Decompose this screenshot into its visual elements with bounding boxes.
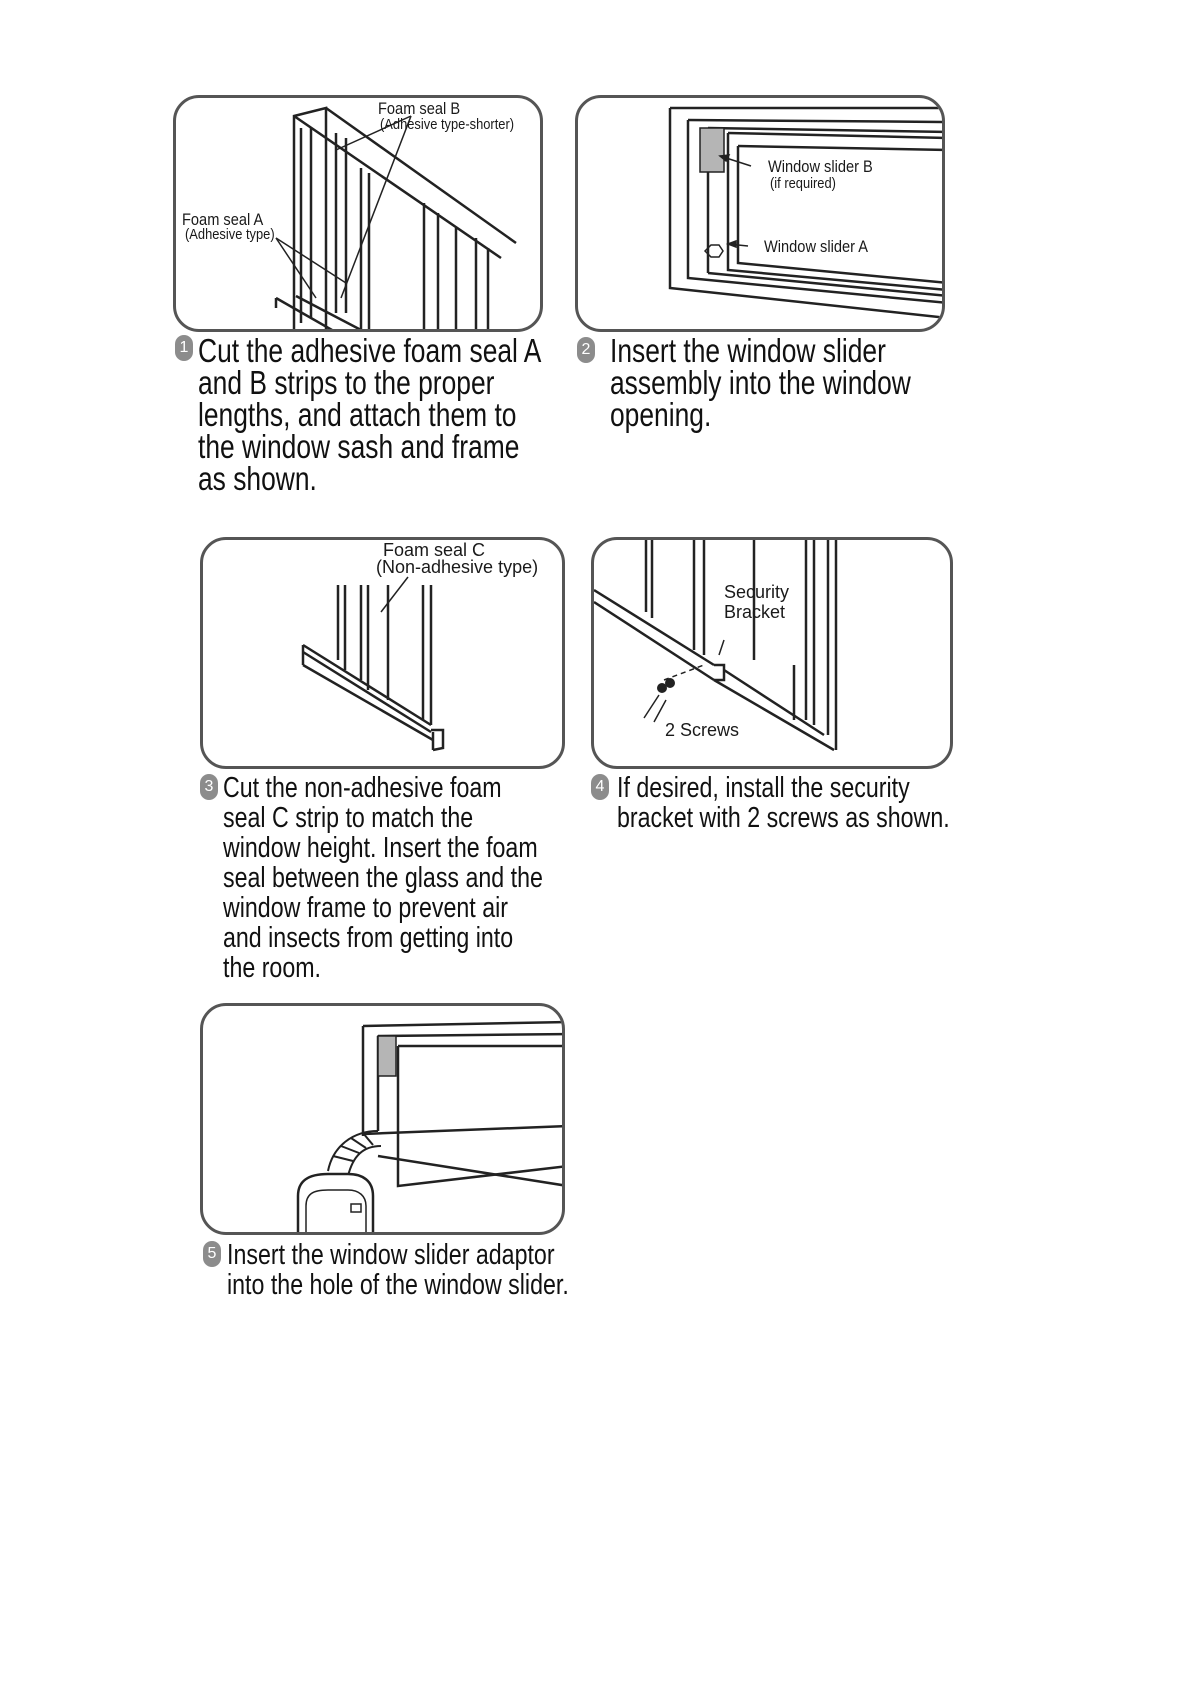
adaptor-unit-drawing: [203, 1006, 565, 1235]
step-5-number: 5: [203, 1241, 221, 1267]
security-bracket-label-2: Bracket: [724, 602, 786, 622]
step-4-illustration: [591, 537, 953, 769]
foam-seal-b-label: Foam seal B: [378, 99, 461, 118]
foam-seal-a-note: (Adhesive type): [185, 226, 275, 243]
window-slider-drawing: [578, 98, 945, 332]
step-5-illustration: [200, 1003, 565, 1235]
security-bracket-label-1: Security: [724, 582, 790, 602]
step-4-number: 4: [591, 774, 609, 800]
foam-seal-b-note: (Adhesive type-shorter): [380, 116, 515, 133]
step-2-text: Insert the window slider assembly into the window opening.: [610, 332, 911, 433]
window-slider-b-note: (if required): [770, 175, 836, 192]
security-bracket-drawing: [594, 540, 953, 769]
window-slider-b-label: Window slider B: [768, 157, 873, 176]
step-5-text: Insert the window slider adaptor into the hole of the window slider.: [227, 1239, 569, 1301]
foam-seal-c-note: (Non-adhesive type): [376, 557, 539, 577]
step-4-text: If desired, install the security bracket with 2 screws as shown.: [617, 772, 950, 834]
step-3-text: Cut the non-adhesive foam seal C strip to match the window height. Insert the foam seal between the glass and the window frame to prevent air and insects from getting into the room.: [223, 772, 543, 984]
step-2-number: 2: [577, 337, 595, 363]
foam-seal-a-label: Foam seal A: [182, 210, 264, 229]
step-3-illustration: [200, 537, 565, 769]
step-2-illustration: [575, 95, 945, 332]
step-1-illustration: [173, 95, 543, 332]
step-1-number: 1: [175, 335, 193, 361]
window-slider-a-label: Window slider A: [764, 237, 869, 256]
step-3-number: 3: [200, 774, 218, 800]
screws-label: 2 Screws: [665, 720, 740, 740]
foam-seal-c-label: Foam seal C: [383, 540, 486, 560]
step-1-text: Cut the adhesive foam seal A and B strips to the proper lengths, and attach them to the window sash and frame as shown.: [198, 332, 542, 497]
